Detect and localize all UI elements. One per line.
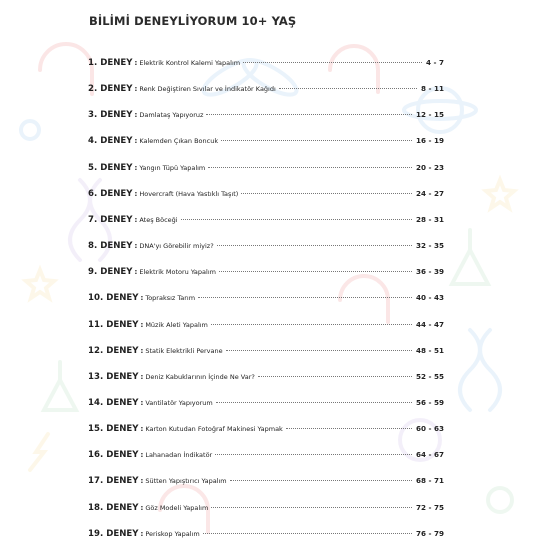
contents-entry — [88, 215, 444, 229]
experiment-number: 11. DENEY — [88, 319, 139, 330]
experiment-number: 13. DENEY — [88, 371, 139, 382]
page-range: 12 - 15 — [416, 110, 444, 120]
experiment-number: 16. DENEY — [88, 450, 139, 461]
page-range: 64 - 67 — [416, 450, 444, 460]
experiment-topic: Statik Elektrikli Pervane — [145, 346, 223, 355]
dot-leader — [206, 114, 412, 115]
contents-entry — [88, 503, 444, 517]
contents-entry — [88, 320, 444, 334]
experiment-topic: Periskop Yapalım — [145, 529, 200, 538]
page-range: 60 - 63 — [416, 424, 444, 434]
experiment-topic: Elektrik Kontrol Kalemi Yapalım — [139, 59, 241, 67]
experiment-number: 8. DENEY — [88, 241, 133, 252]
page-range: 72 - 75 — [416, 502, 444, 512]
dot-leader — [279, 88, 417, 89]
contents-entry — [88, 241, 444, 255]
page-range: 4 - 7 — [426, 58, 444, 67]
dot-leader — [211, 507, 412, 508]
experiment-number: 10. DENEY — [88, 293, 139, 304]
star-doodle-left — [26, 270, 54, 298]
page-title: BİLİMİ DENEYLİYORUM 10+ YAŞ — [89, 14, 297, 28]
flask-doodle-left — [44, 362, 76, 410]
page-range: 68 - 71 — [416, 476, 444, 486]
separator-colon: : — [134, 137, 138, 146]
dna-doodle-right — [460, 330, 500, 410]
contents-entry — [88, 136, 444, 150]
contents-entry — [88, 450, 444, 464]
experiment-topic: Ateş Böceği — [139, 215, 178, 224]
experiment-topic: Yangın Tüpü Yapalım — [139, 163, 206, 172]
star-doodle — [486, 180, 514, 208]
separator-colon: : — [134, 268, 138, 277]
separator-colon: : — [140, 372, 144, 381]
experiment-topic: Sütten Yapıştırıcı Yapalım — [145, 477, 227, 486]
experiment-number: 15. DENEY — [88, 424, 139, 435]
separator-colon: : — [140, 451, 144, 460]
dot-leader — [243, 62, 422, 63]
contents-entry — [88, 267, 444, 281]
separator-colon: : — [140, 503, 144, 512]
experiment-topic: Hovercraft (Hava Yastıklı Taşıt) — [139, 189, 239, 198]
separator-colon: : — [140, 477, 144, 486]
page-range: 52 - 55 — [416, 371, 444, 381]
separator-colon: : — [134, 242, 138, 251]
experiment-number: 3. DENEY — [88, 110, 133, 121]
page-range: 44 - 47 — [416, 319, 444, 329]
experiment-number: 14. DENEY — [88, 397, 139, 408]
experiment-topic: Renk Değiştiren Sıvılar ve İndikatör Kağıdı — [139, 85, 276, 94]
experiment-number: 12. DENEY — [88, 345, 139, 356]
separator-colon: : — [134, 111, 138, 120]
magnet-doodle-left — [40, 44, 92, 94]
separator-colon: : — [134, 59, 138, 67]
dot-leader — [221, 140, 412, 141]
experiment-topic: Kalemden Çıkan Boncuk — [139, 137, 219, 146]
experiment-topic: Topraksız Tarım — [145, 294, 196, 303]
contents-entry — [88, 189, 444, 203]
dot-leader — [286, 428, 412, 429]
dot-leader — [230, 480, 412, 481]
separator-colon: : — [140, 529, 144, 538]
page-range: 32 - 35 — [416, 241, 444, 251]
flask-doodle — [452, 230, 488, 284]
dot-leader — [198, 297, 412, 298]
experiment-topic: Müzik Aleti Yapalım — [145, 320, 208, 329]
dot-leader — [208, 167, 412, 168]
contents-entry — [88, 163, 444, 177]
separator-colon: : — [134, 189, 138, 198]
page-range: 56 - 59 — [416, 397, 444, 407]
page-range: 76 - 79 — [416, 528, 444, 538]
page-range: 36 - 39 — [416, 267, 444, 277]
experiment-topic: Elektrik Motoru Yapalım — [139, 268, 216, 277]
contents-entry — [88, 424, 444, 438]
experiment-number: 2. DENEY — [88, 84, 133, 95]
dot-leader — [211, 324, 412, 325]
page-range: 48 - 51 — [416, 345, 444, 355]
contents-entry — [88, 398, 444, 412]
experiment-number: 1. DENEY — [88, 58, 133, 68]
page-range: 40 - 43 — [416, 293, 444, 303]
contents-entry — [88, 476, 444, 490]
dot-leader — [215, 454, 412, 455]
separator-colon: : — [140, 294, 144, 303]
dot-leader — [181, 219, 412, 220]
experiment-topic: Deniz Kabuklarının İçinde Ne Var? — [145, 372, 255, 381]
experiment-number: 6. DENEY — [88, 188, 133, 199]
contents-entry — [88, 58, 444, 72]
experiment-number: 19. DENEY — [88, 528, 139, 539]
experiment-topic: Karton Kutudan Fotoğraf Makinesi Yapmak — [145, 425, 283, 434]
dot-leader — [241, 193, 412, 194]
separator-colon: : — [134, 85, 138, 94]
separator-colon: : — [134, 163, 138, 172]
experiment-number: 9. DENEY — [88, 267, 133, 278]
dot-leader — [216, 402, 412, 403]
dot-leader — [203, 533, 412, 534]
page-range: 20 - 23 — [416, 162, 444, 172]
contents-entry — [88, 529, 444, 543]
dot-leader — [219, 271, 412, 272]
lightning-doodle — [30, 434, 48, 470]
contents-entry — [88, 346, 444, 360]
bubble-doodle-small — [21, 121, 39, 139]
dot-leader — [217, 245, 412, 246]
page-range: 28 - 31 — [416, 214, 444, 224]
experiment-number: 4. DENEY — [88, 136, 133, 147]
experiment-topic: Lahanadan İndikatör — [145, 451, 213, 460]
page-range: 24 - 27 — [416, 188, 444, 198]
experiment-number: 5. DENEY — [88, 162, 133, 173]
dot-leader — [258, 376, 412, 377]
experiment-number: 18. DENEY — [88, 502, 139, 513]
separator-colon: : — [140, 346, 144, 355]
contents-entry — [88, 293, 444, 307]
table-of-contents — [88, 14, 444, 539]
experiment-topic: Vantilatör Yapıyorum — [145, 398, 213, 407]
experiment-topic: DNA'yı Görebilir miyiz? — [139, 242, 214, 251]
contents-entry — [88, 110, 444, 124]
experiment-topic: Damlataş Yapıyoruz — [139, 111, 204, 120]
separator-colon: : — [134, 215, 138, 224]
page-range: 16 - 19 — [416, 136, 444, 146]
contents-entry — [88, 372, 444, 386]
separator-colon: : — [140, 425, 144, 434]
dot-leader — [226, 350, 412, 351]
separator-colon: : — [140, 320, 144, 329]
contents-entry — [88, 84, 444, 98]
experiment-number: 7. DENEY — [88, 214, 133, 225]
experiment-number: 17. DENEY — [88, 476, 139, 487]
experiment-topic: Göz Modeli Yapalım — [145, 503, 209, 512]
separator-colon: : — [140, 398, 144, 407]
page-range: 8 - 11 — [421, 84, 444, 94]
bubble-doodle — [488, 488, 512, 512]
